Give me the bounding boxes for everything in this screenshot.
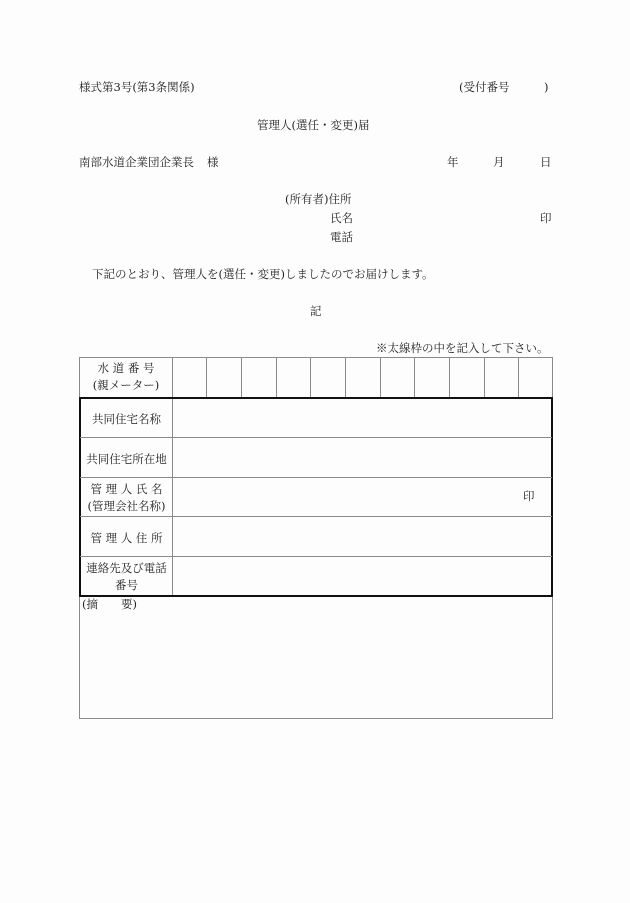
water-number-digit-cell[interactable] <box>207 358 241 397</box>
addressee-honorific: 様 <box>207 155 219 169</box>
summary-field[interactable] <box>80 597 552 718</box>
ki-label: 記 <box>310 304 322 318</box>
contact-phone-label: 連絡先及び電話 番号 <box>86 561 167 592</box>
manager-seal: 印 <box>523 489 535 503</box>
statement-text: 下記のとおり、管理人を(選任・変更)しましたのでお届けします。 <box>92 267 434 281</box>
fill-in-note: ※太線枠の中を記入して下さい。 <box>376 341 549 355</box>
date-month: 月 <box>493 155 505 169</box>
form-number: 様式第3号(第3条関係) <box>79 80 195 94</box>
water-number-digit-cell[interactable] <box>450 358 484 397</box>
water-number-digit-cell[interactable] <box>415 358 449 397</box>
water-number-digit-cell[interactable] <box>311 358 345 397</box>
contact-phone-field[interactable] <box>173 557 551 595</box>
receipt-number-label: (受付番号 <box>459 80 510 94</box>
date-day: 日 <box>540 155 552 169</box>
building-name-label: 共同住宅名称 <box>92 412 161 426</box>
addressee-name: 南部水道企業団企業長 <box>79 155 194 169</box>
document-title: 管理人(選任・変更)届 <box>257 118 370 132</box>
manager-name-field[interactable] <box>173 478 551 516</box>
water-number-digit-cell[interactable] <box>346 358 380 397</box>
building-name-field[interactable] <box>173 399 551 437</box>
water-number-digit-cell[interactable] <box>173 358 206 397</box>
water-number-label: 水 道 番 号 (親メーター) <box>92 361 160 392</box>
receipt-number-close: ) <box>544 80 549 94</box>
building-address-field[interactable] <box>173 438 551 477</box>
water-number-digit-cell[interactable] <box>485 358 518 397</box>
owner-name-label: 氏名 <box>330 211 353 225</box>
manager-address-field[interactable] <box>173 517 551 556</box>
water-number-digit-cell[interactable] <box>242 358 276 397</box>
date-year: 年 <box>447 155 459 169</box>
water-number-digit-cell[interactable] <box>277 358 310 397</box>
manager-name-label: 管 理 人 氏 名 (管理会社名称) <box>87 482 166 513</box>
owner-address-label: (所有者)住所 <box>285 192 352 206</box>
water-number-digit-cell[interactable] <box>381 358 414 397</box>
owner-phone-label: 電話 <box>330 230 353 244</box>
building-address-label: 共同住宅所在地 <box>86 452 167 466</box>
owner-seal: 印 <box>540 211 552 225</box>
water-number-digit-cell[interactable] <box>519 358 552 397</box>
manager-address-label: 管 理 人 住 所 <box>90 531 163 545</box>
summary-label: (摘 要) <box>82 597 137 611</box>
